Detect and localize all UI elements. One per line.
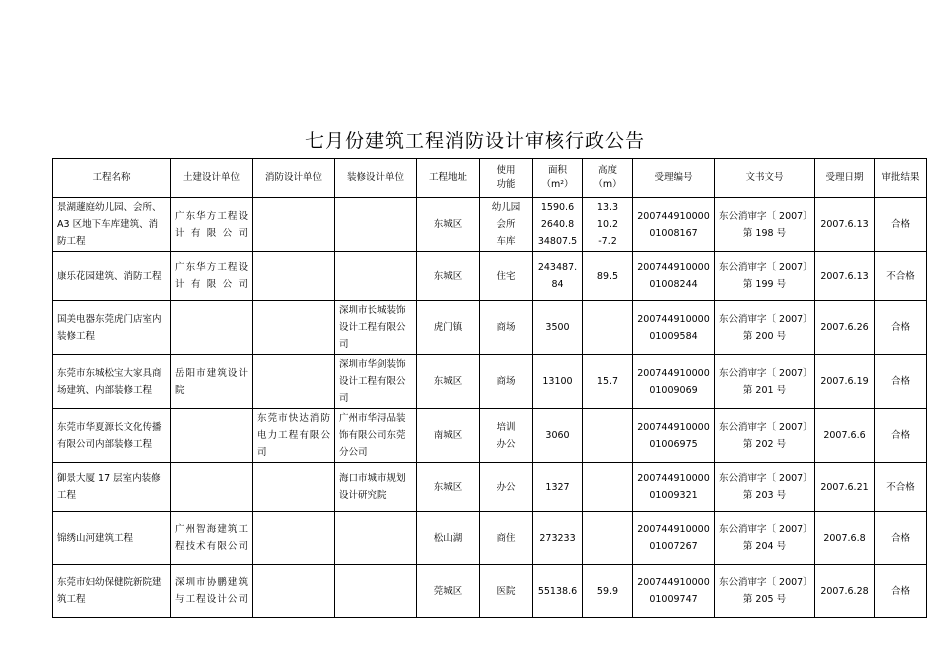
table-row: [53, 301, 927, 355]
area-cell: 55138.6: [533, 565, 583, 618]
accept-date-cell: 2007.6.21: [815, 463, 875, 512]
accept-no-cell: 200744910000 01009069: [633, 355, 715, 409]
header-civil-unit: 土建设计单位: [171, 159, 253, 198]
result-cell: 合格: [875, 301, 927, 355]
table-header-row: [53, 159, 927, 198]
header-use: 使用 功能: [480, 159, 533, 198]
header-area: 面积 （m²）: [533, 159, 583, 198]
doc-no-cell: 东公消审字〔 2007〕 第 201 号: [715, 355, 815, 409]
header-result: 审批结果: [875, 159, 927, 198]
accept-no-cell: 200744910000 01008244: [633, 252, 715, 301]
header-decor-unit: 装修设计单位: [335, 159, 417, 198]
decor-unit-cell: [335, 252, 417, 301]
table-row: [53, 409, 927, 463]
use-cell: 商住: [480, 512, 533, 565]
area-cell: 1590.6 2640.8 34807.5: [533, 198, 583, 252]
result-cell: 合格: [875, 565, 927, 618]
use-cell: 医院: [480, 565, 533, 618]
doc-no-cell: 东公消审字〔 2007〕 第 205 号: [715, 565, 815, 618]
header-accept-no: 受理编号: [633, 159, 715, 198]
table-row: [53, 198, 927, 252]
use-cell: 商场: [480, 355, 533, 409]
use-cell: 幼儿园 会所 车库: [480, 198, 533, 252]
header-doc-no: 文书文号: [715, 159, 815, 198]
result-cell: 合格: [875, 512, 927, 565]
doc-no-cell: 东公消审字〔 2007〕 第 199 号: [715, 252, 815, 301]
use-cell: 住宅: [480, 252, 533, 301]
accept-no-cell: 200744910000 01006975: [633, 409, 715, 463]
accept-date-cell: 2007.6.19: [815, 355, 875, 409]
civil-unit-cell: [171, 301, 253, 355]
height-cell: [583, 409, 633, 463]
result-cell: 不合格: [875, 463, 927, 512]
decor-unit-cell: 海口市城市规划设计研究院: [335, 463, 417, 512]
area-cell: 13100: [533, 355, 583, 409]
height-cell: 13.3 10.2 -7.2: [583, 198, 633, 252]
decor-unit-cell: 深圳市华剑装饰设计工程有限公司: [335, 355, 417, 409]
header-fire-unit: 消防设计单位: [253, 159, 335, 198]
table-row: [53, 512, 927, 565]
address-cell: 虎门镇: [417, 301, 480, 355]
height-cell: 89.5: [583, 252, 633, 301]
page-title: 七月份建筑工程消防设计审核行政公告: [304, 130, 645, 152]
project-name-cell: 景湖蘧庭幼儿园、会所、A3 区地下车库建筑、消防工程: [53, 198, 171, 252]
table-row: [53, 252, 927, 301]
area-cell: 3060: [533, 409, 583, 463]
header-accept-date: 受理日期: [815, 159, 875, 198]
fire-unit-cell: 东莞市快达消防电力工程有限公司: [253, 409, 335, 463]
project-name-cell: 东莞市妇幼保健院新院建筑工程: [53, 565, 171, 618]
project-name-cell: 国美电器东莞虎门店室内装修工程: [53, 301, 171, 355]
address-cell: 东城区: [417, 463, 480, 512]
fire-unit-cell: [253, 512, 335, 565]
project-name-cell: 锦绣山河建筑工程: [53, 512, 171, 565]
use-cell: 办公: [480, 463, 533, 512]
header-project-name: 工程名称: [53, 159, 171, 198]
accept-no-cell: 200744910000 01009747: [633, 565, 715, 618]
approval-table: [52, 158, 927, 618]
table-row: [53, 463, 927, 512]
accept-date-cell: 2007.6.13: [815, 252, 875, 301]
address-cell: 东城区: [417, 252, 480, 301]
accept-date-cell: 2007.6.13: [815, 198, 875, 252]
accept-no-cell: 200744910000 01009321: [633, 463, 715, 512]
height-cell: 59.9: [583, 565, 633, 618]
result-cell: 合格: [875, 355, 927, 409]
decor-unit-cell: [335, 565, 417, 618]
decor-unit-cell: 广州市华浔品装饰有限公司东莞分公司: [335, 409, 417, 463]
address-cell: 东城区: [417, 198, 480, 252]
address-cell: 莞城区: [417, 565, 480, 618]
civil-unit-cell: [171, 463, 253, 512]
area-cell: 1327: [533, 463, 583, 512]
project-name-cell: 东莞市华夏源长文化传播有限公司内部装修工程: [53, 409, 171, 463]
fire-unit-cell: [253, 198, 335, 252]
header-address: 工程地址: [417, 159, 480, 198]
accept-date-cell: 2007.6.8: [815, 512, 875, 565]
area-cell: 243487. 84: [533, 252, 583, 301]
fire-unit-cell: [253, 355, 335, 409]
civil-unit-cell: 岳阳市建筑设计院: [171, 355, 253, 409]
project-name-cell: 东莞市东城松宝大家具商场建筑、内部装修工程: [53, 355, 171, 409]
table-row: [53, 355, 927, 409]
project-name-cell: 御景大厦 17 层室内装修工程: [53, 463, 171, 512]
civil-unit-cell: 广东华方工程设计有限公司: [171, 198, 253, 252]
header-height: 高度 （m）: [583, 159, 633, 198]
height-cell: [583, 463, 633, 512]
result-cell: 合格: [875, 198, 927, 252]
decor-unit-cell: 深圳市长城装饰设计工程有限公司: [335, 301, 417, 355]
address-cell: 松山湖: [417, 512, 480, 565]
accept-date-cell: 2007.6.28: [815, 565, 875, 618]
accept-no-cell: 200744910000 01007267: [633, 512, 715, 565]
result-cell: 合格: [875, 409, 927, 463]
table-row: [53, 565, 927, 618]
doc-no-cell: 东公消审字〔 2007〕 第 198 号: [715, 198, 815, 252]
accept-date-cell: 2007.6.26: [815, 301, 875, 355]
civil-unit-cell: 深圳市协鹏建筑与工程设计公司: [171, 565, 253, 618]
area-cell: 273233: [533, 512, 583, 565]
address-cell: 东城区: [417, 355, 480, 409]
use-cell: 培训 办公: [480, 409, 533, 463]
fire-unit-cell: [253, 301, 335, 355]
project-name-cell: 康乐花园建筑、消防工程: [53, 252, 171, 301]
civil-unit-cell: 广东华方工程设计有限公司: [171, 252, 253, 301]
civil-unit-cell: 广州智海建筑工程技术有限公司: [171, 512, 253, 565]
doc-no-cell: 东公消审字〔 2007〕 第 202 号: [715, 409, 815, 463]
civil-unit-cell: [171, 409, 253, 463]
address-cell: 南城区: [417, 409, 480, 463]
doc-no-cell: 东公消审字〔 2007〕 第 204 号: [715, 512, 815, 565]
height-cell: [583, 301, 633, 355]
decor-unit-cell: [335, 198, 417, 252]
height-cell: 15.7: [583, 355, 633, 409]
height-cell: [583, 512, 633, 565]
result-cell: 不合格: [875, 252, 927, 301]
fire-unit-cell: [253, 565, 335, 618]
decor-unit-cell: [335, 512, 417, 565]
fire-unit-cell: [253, 252, 335, 301]
accept-no-cell: 200744910000 01009584: [633, 301, 715, 355]
area-cell: 3500: [533, 301, 583, 355]
doc-no-cell: 东公消审字〔 2007〕 第 203 号: [715, 463, 815, 512]
accept-date-cell: 2007.6.6: [815, 409, 875, 463]
accept-no-cell: 200744910000 01008167: [633, 198, 715, 252]
use-cell: 商场: [480, 301, 533, 355]
doc-no-cell: 东公消审字〔 2007〕 第 200 号: [715, 301, 815, 355]
fire-unit-cell: [253, 463, 335, 512]
